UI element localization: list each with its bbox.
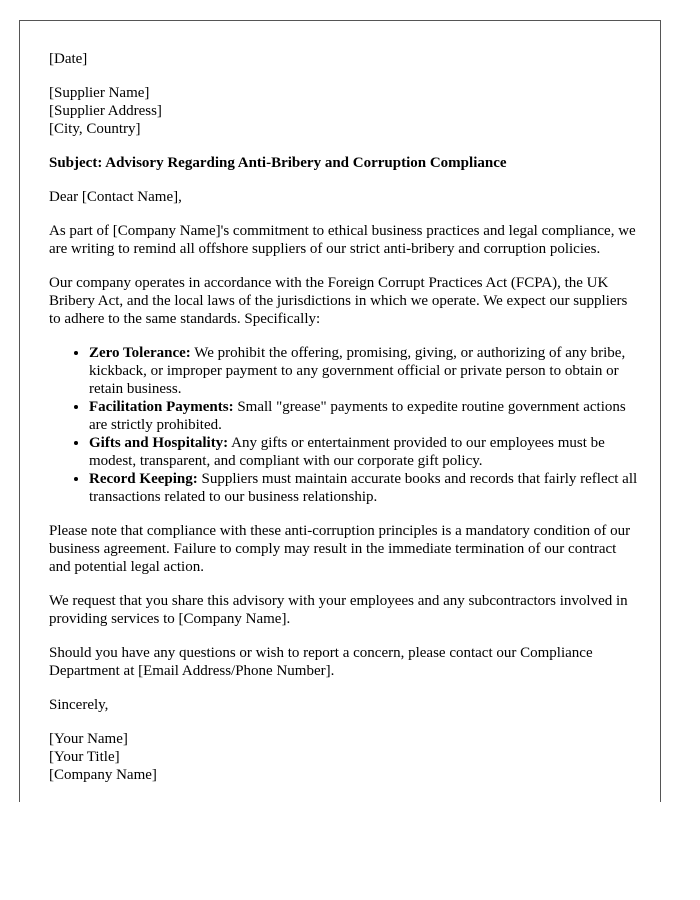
letter-page — [19, 20, 661, 802]
paragraph-share: We request that you share this advisory with your employees and any subcontractors involved in providing services to [Company Name]. — [49, 593, 628, 627]
policy-text: Small "grease" payments to expedite routine government actions are strictly prohibited. — [89, 399, 626, 433]
letter-content — [49, 50, 639, 784]
policy-text: Suppliers must maintain accurate books and records that fairly reflect all transactions related to our business relationship. — [89, 471, 638, 505]
policy-text: Any gifts or entertainment provided to our employees must be modest, transparent, and compliant with our corporate gift policy. — [89, 435, 605, 469]
paragraph-intro: As part of [Company Name]'s commitment to ethical business practices and legal compliance, we are writing to remind all offshore suppliers of our strict anti-bribery and corruption policies. — [49, 223, 636, 257]
recipient-street: [Supplier Address] — [49, 103, 162, 119]
recipient-city: [City, Country] — [49, 121, 141, 137]
policy-list — [49, 344, 639, 506]
policy-title: Gifts and Hospitality: — [89, 435, 229, 451]
policy-title: Facilitation Payments: — [89, 399, 234, 415]
paragraph-contact: Should you have any questions or wish to report a concern, please contact our Compliance Department at [Email Address/Phone Number]. — [49, 645, 593, 679]
salutation: Dear [Contact Name], — [49, 189, 182, 205]
paragraph-laws: Our company operates in accordance with the Foreign Corrupt Practices Act (FCPA), the UK Bribery Act, and the local laws of the jurisdictions in which we operate. We expect our suppliers to adhere to the same standards. Specifically: — [49, 275, 628, 327]
policy-item-facilitation-payments — [89, 398, 639, 434]
letter-date: [Date] — [49, 51, 88, 67]
closing: Sincerely, — [49, 697, 109, 713]
policy-text: We prohibit the offering, promising, giving, or authorizing of any bribe, kickback, or improper payment to any government official or private person to obtain or retain business. — [89, 345, 626, 397]
policy-title: Record Keeping: — [89, 471, 198, 487]
paragraph-mandatory: Please note that compliance with these anti-corruption principles is a mandatory condition of our business agreement. Failure to comply may result in the immediate termination of our contract and potential legal action. — [49, 523, 631, 575]
signer-name: [Your Name] — [49, 731, 128, 747]
policy-item-gifts-hospitality — [89, 434, 639, 470]
recipient-name: [Supplier Name] — [49, 85, 150, 101]
letter-subject: Subject: Advisory Regarding Anti-Bribery and Corruption Compliance — [49, 155, 507, 171]
policy-item-zero-tolerance — [89, 344, 639, 398]
policy-item-record-keeping — [89, 470, 639, 506]
policy-title: Zero Tolerance: — [89, 345, 191, 361]
signer-title: [Your Title] — [49, 749, 120, 765]
signer-company: [Company Name] — [49, 767, 157, 783]
recipient-address — [49, 84, 639, 138]
signature-block — [49, 730, 639, 784]
